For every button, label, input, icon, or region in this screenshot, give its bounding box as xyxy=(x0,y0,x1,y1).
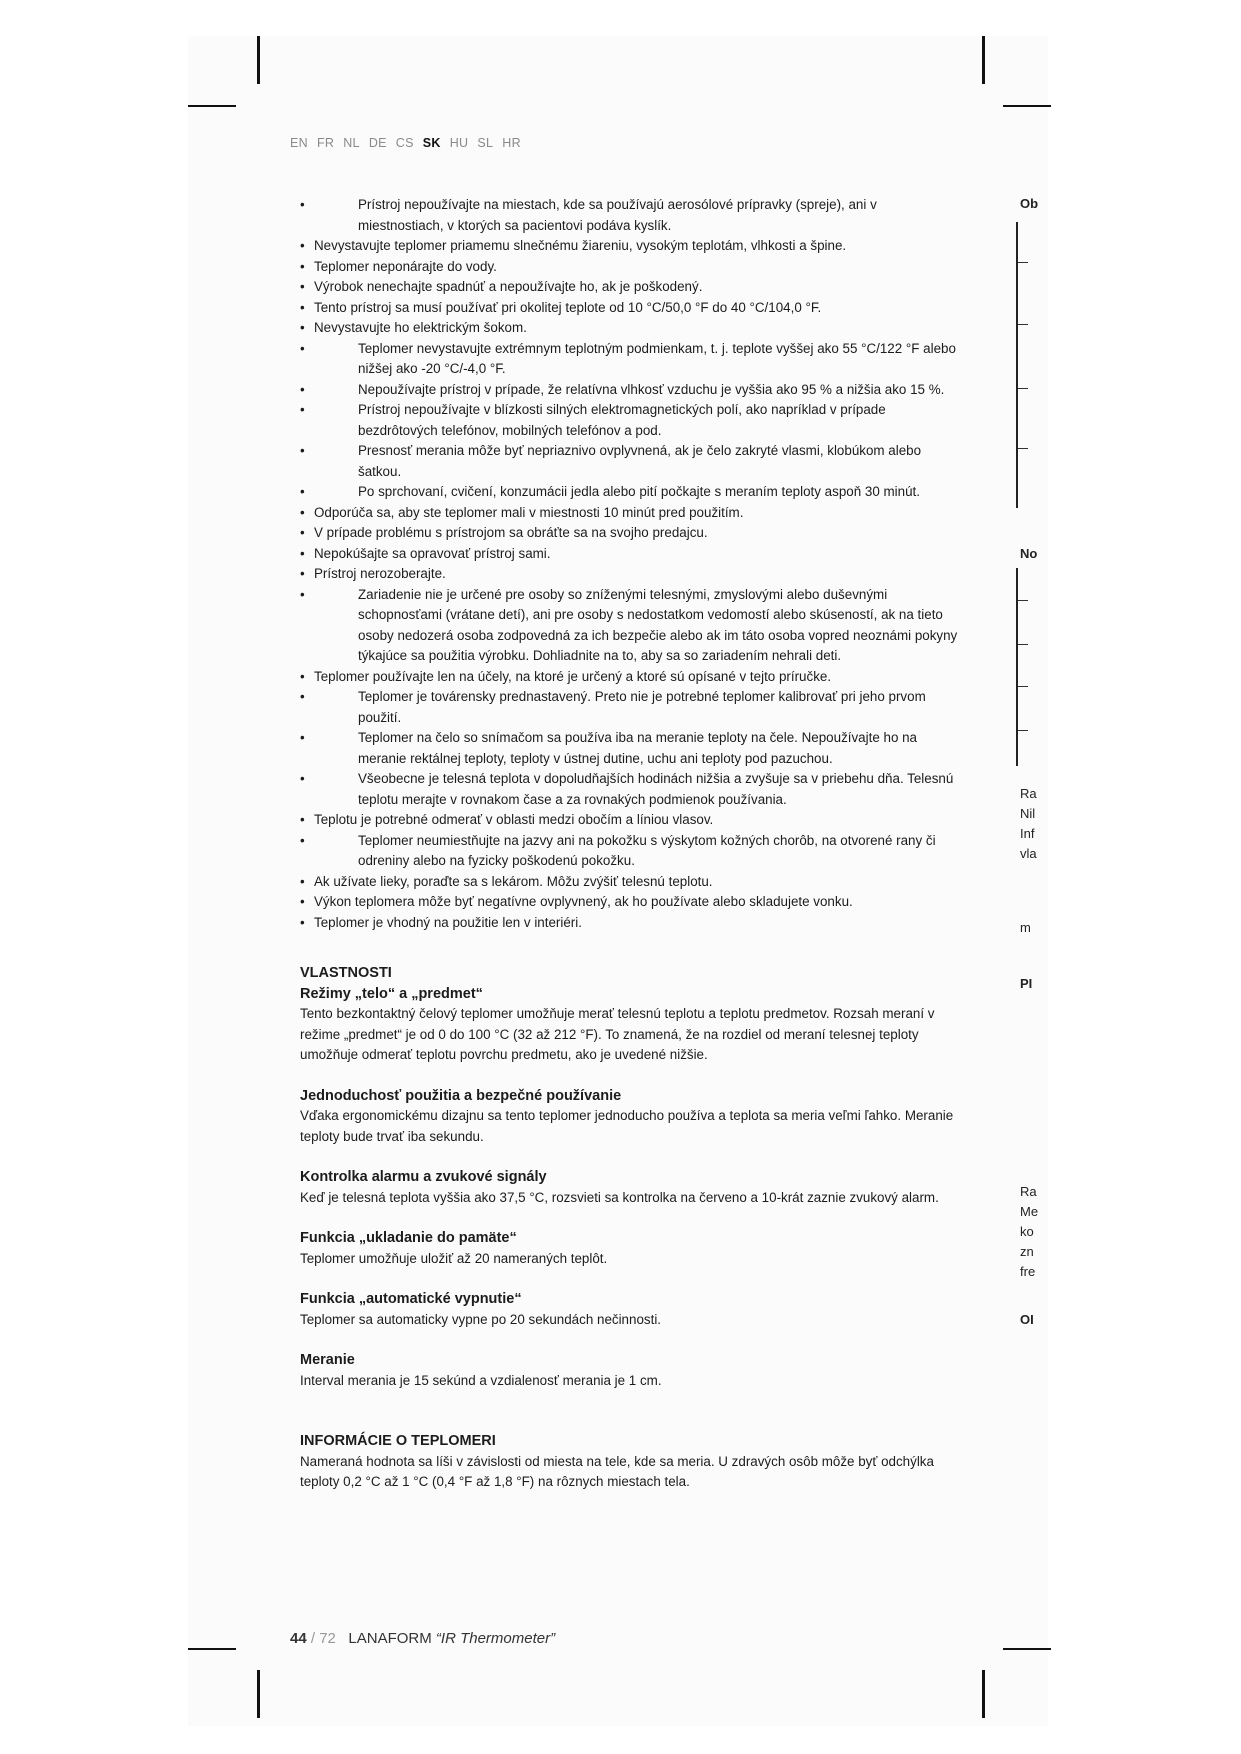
list-item: • Odporúča sa, aby ste teplomer mali v miestnosti 10 minút pred použitím. xyxy=(300,503,965,524)
list-item: • Nevystavujte teplomer priamemu slnečnému žiareniu, vysokým teplotám, vlhkosti a špine. xyxy=(300,236,965,257)
crop-mark xyxy=(1003,1648,1051,1650)
crop-mark xyxy=(982,36,985,84)
list-item: • Presnosť merania môže byť nepriaznivo ovplyvnená, ak je čelo zakryté vlasmi, klobúkom alebo šatkou. xyxy=(300,441,965,482)
edge-tick xyxy=(1018,686,1028,687)
info-title: INFORMÁCIE O TEPLOMERI xyxy=(300,1433,496,1449)
edge-text-fragment: zn xyxy=(1020,1244,1034,1259)
edge-text-fragment: m xyxy=(1020,920,1031,935)
info-text: Nameraná hodnota sa líši v závislosti od miesta na tele, kde sa meria. U zdravých osôb môže byť odchýlka teploty 0,2 °C až 1 °C (0,4 °F až 1,8 °F) na rôznych miestach tela. xyxy=(300,1453,934,1489)
language-nl: NL xyxy=(343,136,360,150)
crop-mark xyxy=(188,105,236,107)
edge-text-fragment: Ra xyxy=(1020,1184,1037,1199)
feature-heading: Meranie xyxy=(300,1352,355,1368)
page-content xyxy=(300,195,965,1493)
edge-bracket xyxy=(1016,568,1028,766)
edge-tick xyxy=(1018,388,1028,389)
list-item: • Všeobecne je telesná teplota v dopoludňajších hodinách nižšia a zvyšuje sa v priebehu dňa. Telesnú teplotu merajte v rovnakom čase a za rovnakých podmienok používania. xyxy=(300,769,965,810)
list-item: • Teplomer neponárajte do vody. xyxy=(300,257,965,278)
features-title: VLASTNOSTI xyxy=(300,965,392,981)
language-sl: SL xyxy=(477,136,494,150)
feature-heading: Režimy „telo“ a „predmet“ xyxy=(300,985,483,1002)
list-item: • Nepoužívajte prístroj v prípade, že relatívna vlhkosť vzduchu je vyššia ako 95 % a nižšia ako 15 %. xyxy=(300,380,965,401)
feature-heading: Funkcia „ukladanie do pamäte“ xyxy=(300,1230,517,1246)
language-fr: FR xyxy=(316,136,335,150)
edge-bracket xyxy=(1016,222,1028,508)
crop-mark xyxy=(1003,105,1051,107)
edge-tick xyxy=(1018,324,1028,325)
page-total: / 72 xyxy=(310,1630,336,1647)
crop-mark xyxy=(257,1670,260,1718)
language-hu: HU xyxy=(449,136,469,150)
language-en: EN xyxy=(290,136,308,150)
page-number: 44 xyxy=(290,1630,307,1647)
language-cs: CS xyxy=(395,136,414,150)
list-item: • Zariadenie nie je určené pre osoby so zníženými telesnými, zmyslovými alebo duševnými schopnosťami (vrátane detí), ani pre osoby s nedostatkom vedomostí alebo skúseností, ak na tieto osoby nedozerá osoba zodpovedná za ich bezpečie alebo ak im táto osoba vopred neoznámi pokyny týkajúce sa použitia výrobku. Dohliadnite na to, aby sa so zariadením nehrali deti. xyxy=(300,585,965,667)
list-item: • Teplomer nevystavujte extrémnym teplotným podmienkam, t. j. teplote vyššej ako 55 °C/122 °F alebo nižšej ako -20 °C/-4,0 °F. xyxy=(300,339,965,380)
brand-name: LANAFORM xyxy=(348,1630,432,1647)
list-item: • Nepokúšajte sa opravovať prístroj sami. xyxy=(300,544,965,565)
language-sk: SK xyxy=(422,136,441,150)
list-item: • Prístroj nepoužívajte v blízkosti silných elektromagnetických polí, ako napríklad v prípade bezdrôtových telefónov, mobilných telefónov a pod. xyxy=(300,400,965,441)
list-item: • Výkon teplomera môže byť negatívne ovplyvnený, ak ho používate alebo skladujete vonku. xyxy=(300,892,965,913)
edge-text-fragment: OI xyxy=(1020,1312,1034,1327)
edge-tick xyxy=(1018,730,1028,731)
edge-text-fragment: ko xyxy=(1020,1224,1034,1239)
product-name: “IR Thermometer” xyxy=(435,1630,556,1647)
list-item: • Teplotu je potrebné odmerať v oblasti medzi obočím a líniou vlasov. xyxy=(300,810,965,831)
list-item: • Teplomer je vhodný na použitie len v interiéri. xyxy=(300,913,965,934)
edge-text-fragment: No xyxy=(1020,546,1038,561)
feature-text: Keď je telesná teplota vyššia ako 37,5 °C, rozsvieti sa kontrolka na červeno a 10-krát zaznie zvukový alarm. xyxy=(300,1189,939,1205)
list-item: • V prípade problému s prístrojom sa obráťte sa na svojho predajcu. xyxy=(300,523,965,544)
list-item: • Teplomer používajte len na účely, na ktoré je určený a ktoré sú opísané v tejto príručke. xyxy=(300,667,965,688)
list-item: • Teplomer neumiestňujte na jazvy ani na pokožku s výskytom kožných chorôb, na otvorené rany či odreniny alebo na fyzicky poškodenú pokožku. xyxy=(300,831,965,872)
edge-text-fragment: PI xyxy=(1020,976,1033,991)
language-hr: HR xyxy=(502,136,521,150)
language-list xyxy=(290,136,530,150)
crop-mark xyxy=(982,1670,985,1718)
edge-tick xyxy=(1018,448,1028,449)
feature-heading: Kontrolka alarmu a zvukové signály xyxy=(300,1169,547,1185)
feature-text: Teplomer sa automaticky vypne po 20 sekundách nečinnosti. xyxy=(300,1311,662,1327)
feature-heading: Funkcia „automatické vypnutie“ xyxy=(300,1291,522,1307)
features-list xyxy=(300,984,965,1392)
edge-tick xyxy=(1018,644,1028,645)
edge-text-fragment: Ra xyxy=(1020,786,1037,801)
crop-mark xyxy=(188,1648,236,1650)
edge-tick xyxy=(1018,600,1028,601)
list-item: • Tento prístroj sa musí používať pri okolitej teplote od 10 °C/50,0 °F do 40 °C/104,0 °F. xyxy=(300,298,965,319)
language-de: DE xyxy=(368,136,387,150)
edge-text-fragment: fre xyxy=(1020,1264,1036,1279)
list-item: • Prístroj nepoužívajte na miestach, kde sa používajú aerosólové prípravky (spreje), ani v miestnostiach, v ktorých sa pacientovi podáva kyslík. xyxy=(300,195,965,236)
list-item: • Ak užívate lieky, poraďte sa s lekárom. Môžu zvýšiť telesnú teplotu. xyxy=(300,872,965,893)
edge-text-fragment: vla xyxy=(1020,846,1037,861)
feature-text: Teplomer umožňuje uložiť až 20 nameraných teplôt. xyxy=(300,1250,608,1266)
feature-text: Tento bezkontaktný čelový teplomer umožňuje merať telesnú teplotu a teplotu predmetov. Rozsah meraní v režime „predmet“ je od 0 do 100 °C (32 až 212 °F). To znamená, že na rozdiel od meraní telesnej teploty umožňuje odmerať teplotu povrchu predmetu, ako je uvedené nižšie. xyxy=(300,1006,935,1062)
edge-tick xyxy=(1018,262,1028,263)
list-item: • Výrobok nenechajte spadnúť a nepoužívajte ho, ak je poškodený. xyxy=(300,277,965,298)
list-item: • Teplomer je továrensky prednastavený. Preto nie je potrebné teplomer kalibrovať pri jeho prvom použití. xyxy=(300,687,965,728)
edge-text-fragment: Ob xyxy=(1020,196,1039,211)
feature-heading: Jednoduchosť použitia a bezpečné používanie xyxy=(300,1087,622,1104)
crop-mark xyxy=(257,36,260,84)
list-item: • Po sprchovaní, cvičení, konzumácii jedla alebo pití počkajte s meraním teploty aspoň 30 minút. xyxy=(300,482,965,503)
edge-text-fragment: Nil xyxy=(1020,806,1036,821)
list-item: • Prístroj nerozoberajte. xyxy=(300,564,965,585)
page-footer xyxy=(290,1630,555,1647)
edge-text-fragment: Me xyxy=(1020,1204,1039,1219)
feature-text: Interval merania je 15 sekúnd a vzdialenosť merania je 1 cm. xyxy=(300,1372,662,1388)
edge-text-fragment: Inf xyxy=(1020,826,1035,841)
feature-text: Vďaka ergonomickému dizajnu sa tento teplomer jednoducho používa a teplota sa meria veľmi ľahko. Meranie teploty bude trvať iba sekundu. xyxy=(300,1108,954,1144)
list-item: • Teplomer na čelo so snímačom sa používa iba na meranie teploty na čele. Nepoužívajte ho na meranie rektálnej teploty, teploty v ústnej dutine, uchu ani teploty pod pazuchou. xyxy=(300,728,965,769)
list-item: • Nevystavujte ho elektrickým šokom. xyxy=(300,318,965,339)
safety-rules-list xyxy=(300,195,965,933)
